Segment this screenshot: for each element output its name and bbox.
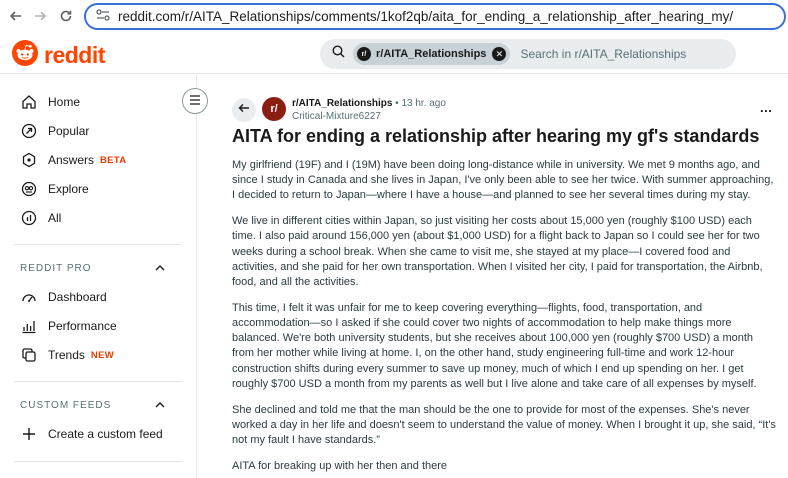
search-icon: [332, 45, 345, 63]
post-paragraph: This time, I felt it was unfair for me to keep covering everything—flights, food, transportation, and accommodation—so I asked if she could cover two nights of accommodation to help make things more balanced. We're both university students, but she receives about 100,000 yen (roughly $700 USD) a month from her mother while living at home. I, on the other hand, study engineering full-time and work 12-hour construction shifts during every summer to save up money, much of which I end up spending on her. I get roughly $700 USD a month from my parents as well but I live alone and take care of all expenses by myself.: [232, 301, 757, 390]
url-text: reddit.com/r/AITA_Relationships/comments/1kof2qb/aita_for_ending_a_relationship_after_hearing_my/: [118, 9, 734, 24]
post-paragraph: We live in different cities within Japan, so just visiting her costs about 15,000 yen (roughly $100 USD) each time. I also paid around 156,000 yen (about $1,000 USD) for a flight back to Japan so I could see her for two weeks during a school break. When she came to visit me, she stayed at my place—I covered food and activities, and she paid for her own transportation. When I visited her city, I paid for transportation, the Airbnb, food, and all the activities.: [232, 215, 763, 289]
post-paragraph: My girlfriend (19F) and I (19M) have been doing long-distance while in university. We met 9 months ago, and since I study in Canada and she lives in Japan, I've only been able to see her twice. With summer approaching, I decided to return to Japan—where I have a house—and planned to see her several times during my stay.: [232, 159, 774, 202]
sidebar-item-popular[interactable]: [20, 122, 89, 140]
back-arrow-icon: [238, 101, 250, 119]
custom-feeds-section-title: CUSTOM FEEDS: [20, 400, 112, 411]
trends-icon: [20, 346, 38, 364]
post-paragraph: AITA for breaking up with her then and there: [232, 459, 448, 472]
sidebar-item-label: All: [48, 211, 62, 225]
chevron-up-icon[interactable]: [154, 398, 166, 416]
back-button[interactable]: [232, 98, 256, 122]
browser-toolbar: [0, 0, 788, 34]
reddit-logo[interactable]: [12, 40, 105, 71]
sidebar-item-label: Dashboard: [48, 290, 107, 304]
sidebar-item-answers[interactable]: [20, 151, 126, 169]
search-subreddit-chip[interactable]: [353, 43, 510, 65]
all-icon: [20, 209, 38, 227]
sidebar-item-all[interactable]: [20, 209, 61, 227]
chip-close-icon[interactable]: ✕: [492, 47, 506, 61]
post-paragraph: She declined and told me that the man should be the one to provide for most of the expenses. She's never worked a day in her life and doesn't seem to understand the value of money. When I brought it up, she said, “It's not my fault I have standards.”: [232, 403, 776, 447]
sidebar-item-home[interactable]: [20, 93, 80, 111]
subreddit-chip-avatar: r/: [357, 47, 371, 61]
reload-icon[interactable]: [56, 6, 76, 26]
search-bar[interactable]: [320, 39, 736, 69]
reddit-header: [0, 34, 788, 74]
forward-arrow-icon[interactable]: [30, 6, 50, 26]
post-meta: [292, 98, 446, 109]
create-custom-feed-button[interactable]: [20, 425, 163, 443]
home-icon: [20, 93, 38, 111]
chevron-up-icon[interactable]: [154, 261, 166, 279]
plus-icon: [20, 425, 38, 443]
post-title: AITA for ending a relationship after hearing my gf's standards: [232, 126, 760, 146]
dashboard-icon: [20, 288, 38, 306]
search-input[interactable]: Search in r/AITA_Relationships: [520, 47, 687, 61]
subreddit-avatar[interactable]: r/: [262, 97, 286, 121]
post-time: • 13 hr. ago: [395, 98, 446, 109]
logo-wordmark: reddit: [44, 42, 105, 68]
sidebar-divider: [14, 461, 182, 462]
search-chip-label: r/AITA_Relationships: [376, 48, 487, 60]
popular-icon: [20, 122, 38, 140]
post-author[interactable]: Critical-Mixture6227: [292, 111, 381, 122]
back-arrow-icon[interactable]: [6, 6, 26, 26]
subreddit-link[interactable]: r/AITA_Relationships: [292, 98, 393, 109]
menu-icon: [189, 92, 201, 110]
create-feed-label: Create a custom feed: [48, 427, 163, 441]
sidebar-divider: [14, 381, 182, 382]
post-body: [232, 158, 777, 478]
address-bar[interactable]: [84, 3, 786, 30]
sidebar-item-trends[interactable]: [20, 346, 114, 364]
left-sidebar: [0, 75, 197, 478]
answers-icon: [20, 151, 38, 169]
snoo-icon: [12, 40, 38, 71]
sidebar-item-label: Home: [48, 95, 81, 109]
beta-badge: BETA: [100, 154, 127, 166]
explore-icon: [20, 180, 38, 198]
sidebar-divider: [14, 244, 182, 245]
collapse-sidebar-button[interactable]: [182, 88, 208, 114]
sidebar-item-dashboard[interactable]: [20, 288, 107, 306]
sidebar-item-label: Trends: [48, 348, 85, 362]
more-options-button[interactable]: ...: [760, 100, 773, 115]
sidebar-item-explore[interactable]: [20, 180, 89, 198]
reddit-pro-section-title: REDDIT PRO: [20, 263, 92, 274]
sidebar-item-label: Answers: [48, 153, 95, 167]
sidebar-item-label: Performance: [48, 319, 117, 333]
sidebar-item-label: Explore: [48, 182, 89, 196]
sidebar-item-label: Popular: [48, 124, 90, 138]
performance-icon: [20, 317, 38, 335]
site-settings-icon[interactable]: [96, 8, 110, 26]
sidebar-item-performance[interactable]: [20, 317, 117, 335]
new-badge: NEW: [90, 349, 114, 361]
